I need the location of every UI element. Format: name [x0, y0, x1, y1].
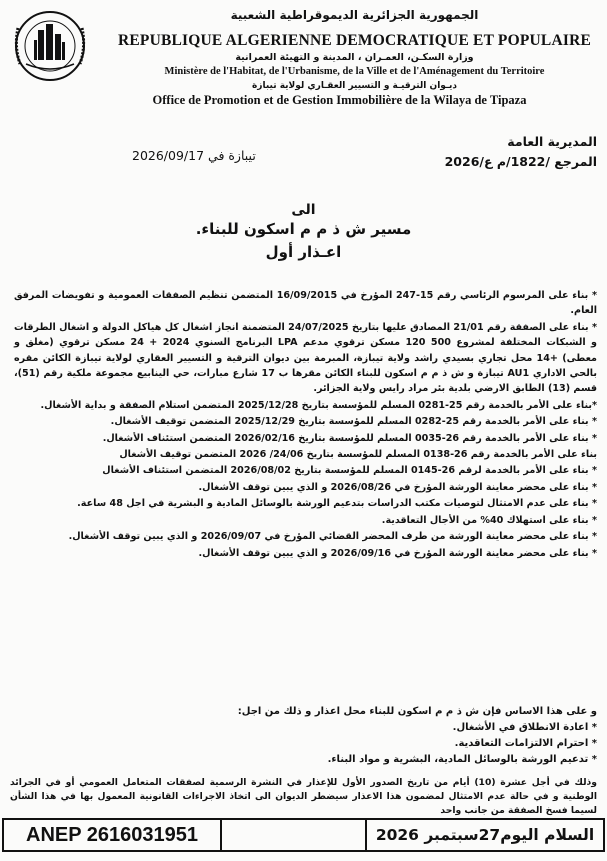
newspaper-date: السلام اليوم27سبتمبر 2026 [365, 820, 603, 850]
recital-item: * بناء على استهلاك 40% من الأجال التعاقدية. [381, 514, 597, 526]
addressee: مسير ش ذ م م اسكون للبناء. [195, 220, 412, 238]
recital-item: * بناء على المرسوم الرئاسي رقم 15-247 المؤرخ في 16/09/2015 المتضمن تنظيم الصفقات العمومية و تفويضات المرفق العام. [14, 290, 597, 317]
anep-number: ANEP 2616031951 [4, 820, 222, 850]
header-fr-office: Office de Promotion et de Gestion Immobilière de la Wilaya de Tipaza [152, 93, 527, 107]
header-ar-ministry: وزارة السكـن، العمـران ، المدينة و التهيئة العمرانية [235, 52, 474, 63]
demand-item: * تدعيم الورشة بالوسائل المادية، البشرية و مواد البناء. [327, 754, 597, 765]
publication-footer [2, 818, 605, 852]
recital-item: بناء على الأمر بالخدمة رقم 26-0138 المسلم للمؤسسة بتاريخ 24/06/ 2026 المتضمن توقيف الأشغال [119, 449, 597, 461]
recital-item: * بناء على محضر معاينة الورشة المؤرخ في 2026/09/16 و الذي يبين توقف الأشغال. [198, 547, 597, 559]
footer-spacer [222, 820, 365, 850]
recital-item: * بناء على محضر معاينة الورشة المؤرخ في 2026/08/26 و الذي يبين توقف الأشغال. [198, 481, 597, 493]
demands-intro: و على هذا الاساس فإن ش ذ م م اسكون للبناء محل اعذار و ذلك من اجل: [237, 706, 597, 717]
letter-date: تيبازة في 2026/09/17 [132, 148, 256, 163]
recipient-prefix: الى [291, 202, 316, 218]
reference-number: المرجع /1822/م ع/2026 [444, 154, 597, 169]
recitals [14, 288, 597, 562]
header-fr-ministry: Ministère de l'Habitat, de l'Urbanisme, de la Ville et de l'Aménagement du Territoire [164, 66, 545, 77]
demand-item: * اعادة الانطلاق في الأشغال. [452, 722, 597, 733]
office-logo-icon [4, 8, 104, 86]
header-fr-republic: REPUBLIQUE ALGERIENNE DEMOCRATIQUE ET POPULAIRE [117, 32, 592, 49]
header-ar-office: ديـوان الترقيـة و التسيير العقـاري لولاية تيبازة [251, 81, 458, 91]
recital-item: * بناء على الأمر بالخدمة لرقم 26-0145 المسلم للمؤسسة بتاريخ 2026/08/02 المتضمن استئناف الأشغال [102, 465, 597, 477]
directorate-label: المديرية العامة [507, 134, 597, 149]
recital-item: * بناء على الأمر بالخدمة رقم 25-0282 المسلم للمؤسسة بتاريخ 2025/12/29 المتضمن توقيف الأشغال. [110, 416, 597, 428]
closing-paragraph: وذلك في أجل عشرة (10) أيام من تاريخ الصدور الأول للإعذار في النشرة الرسمية لصفقات المتعامل العمومي أو في الجرائد الوطنية و في حالة عدم الامتثال لمضمون هذا الاعذار سيضطر الديوان الى اتخاذ الاجراءات القانونية المعمول بها في هذا الشأن لسيما فسخ الصفقة من جانب واحد [10, 777, 597, 816]
notice-subject: اعـذار أول [265, 243, 342, 261]
recital-item: * بناء على عدم الامتثال لتوصيات مكتب الدراسات بتدعيم الورشة بالوسائل المادية و البشرية في اجل 48 ساعة. [77, 498, 597, 510]
demand-item: * احترام الالتزامات التعاقدية. [454, 738, 597, 749]
recital-item: * بناء على الأمر بالخدمة رقم 26-0035 المسلم للمؤسسة بتاريخ 2026/02/16 المتضمن استئناف الأشغال. [102, 432, 597, 444]
header-ar-republic: الجمهورية الجزائرية الديموقراطية الشعبية [230, 8, 479, 22]
recital-item: *بناء على الأمر بالخدمة رقم 25-0281 المسلم للمؤسسة بتاريخ 2025/12/28 المتضمن استلام الصفقة و بداية الأشغال. [40, 399, 597, 411]
recital-item: * بناء على الصفقة رقم 21/01 المصادق عليها بتاريخ 24/07/2025 المتضمنة انجاز اشغال كل هياكل الدولة و اشغال الطرقات و الشبكات المختلفة لمشروع 500 120 مسكن ترقوي مدعم LPA البرنامج السنوي 2024 + 24 مسكن ترقوي (مغلق و معطى) +14 محل تجاري بسيدي راشد ولاية تيبازة، المبرمة بين ديوان الترقية و التسيير العقاري لولاية تيبازة الكائن مقره بالحي الاداري AU1 تيبازة و ش ذ م م اسكون للبناء الكائن مقرها ب 17 شارع مبارات، حي الينابيع مجموعة ملكية رقم (51)، قسم (13) الطابق الارضي بلدية بئر مراد رايس ولاية الجزائر. [14, 321, 598, 395]
demands-section [14, 704, 597, 768]
recital-item: * بناء على محضر معاينة الورشة من طرف المحضر القضائي المؤرخ في 2026/09/07 و الذي يبين توقف الأشغال. [68, 531, 597, 543]
